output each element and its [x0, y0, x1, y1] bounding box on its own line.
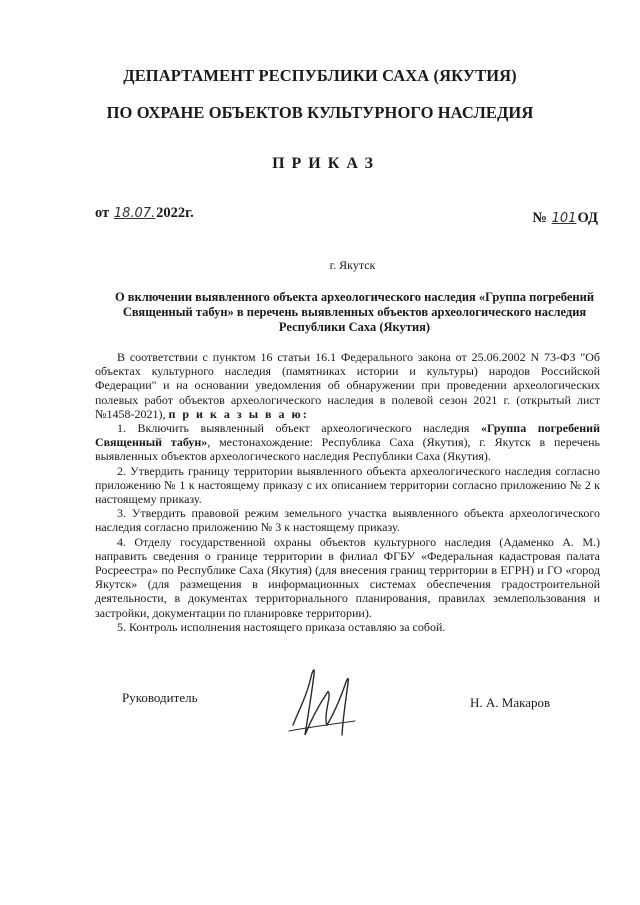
order-word: п р и к а з ы в а ю:: [168, 406, 309, 421]
date-day-month-handwritten: 18.07.: [113, 206, 156, 221]
signatory-role: Руководитель: [122, 690, 198, 705]
order-date: [95, 205, 194, 222]
item-1-end: , местонахождение: Республика Саха (Якутия), г. Якутск в перечень выявленных объектов археологического наследия Республики Саха (Якутия).: [95, 435, 600, 464]
department-name-line2: ПО ОХРАНЕ ОБЪЕКТОВ КУЛЬТУРНОГО НАСЛЕДИЯ: [106, 103, 534, 122]
item-1-object-name: «Группа погребений Священный табун»: [95, 421, 600, 450]
preamble: [95, 350, 600, 421]
item-2: 2. Утвердить границу территории выявленного объекта археологического наследия согласно приложению № 1 к настоящему приказу с их описанием территории согласно приложению № 2 к настоящему приказу.: [95, 463, 600, 507]
handwritten-signature: [285, 655, 365, 740]
number-handwritten: 101: [551, 211, 577, 226]
item-4: 4. Отделу государственной охраны объектов культурного наследия (Адаменко А. М.) направить сведения о границе территории в филиал ФГБУ «Федеральная кадастровая палата Росреестра» по Республике Саха (Якутия) (для внесения границ территории в ЕГРН) и ГО «город Якутск» (для размещения в информационных системах обеспечения градостроительной деятельности, в документах территориального планирования, правилах землепользования и застройки, документации по планировке территории).: [95, 534, 600, 620]
item-3: 3. Утвердить правовой режим земельного участка выявленного объекта археологического наследия согласно приложению № 3 к настоящему приказу.: [95, 506, 600, 535]
item-1: [95, 421, 600, 464]
order-body: [95, 350, 600, 634]
signatory-name: Н. А. Макаров: [470, 695, 551, 710]
department-name-line1: ДЕПАРТАМЕНТ РЕСПУБЛИКИ САХА (ЯКУТИЯ): [123, 66, 517, 85]
document-type-title: ПРИКАЗ: [272, 155, 380, 172]
preamble-text: В соответствии с пунктом 16 статьи 16.1 Федерального закона от 25.06.2002 N 73-ФЗ "Об объектах культурного наследия (памятниках истории и культуры) народов Российской Федерации" и на основании уведомления об обнаружении при проведении археологических полевых работ объектов археологического наследия в полевой сезон 2021 г. (открытый лист №1458-2021),: [95, 350, 600, 421]
date-year: 2022г.: [156, 205, 194, 221]
number-prefix: №: [532, 210, 547, 226]
number-suffix: ОД: [577, 210, 598, 226]
date-prefix: от: [95, 205, 110, 221]
item-5: 5. Контроль исполнения настоящего приказа оставляю за собой.: [117, 619, 446, 634]
order-number: [532, 210, 598, 227]
order-subject: О включении выявленного объекта археологического наследия «Группа погребений Священный табун» в перечень выявленных объектов археологического наследия Республики Саха (Якутия): [114, 290, 595, 334]
city: г. Якутск: [329, 258, 376, 272]
item-1-start: 1. Включить выявленный объект археологического наследия: [117, 421, 470, 436]
